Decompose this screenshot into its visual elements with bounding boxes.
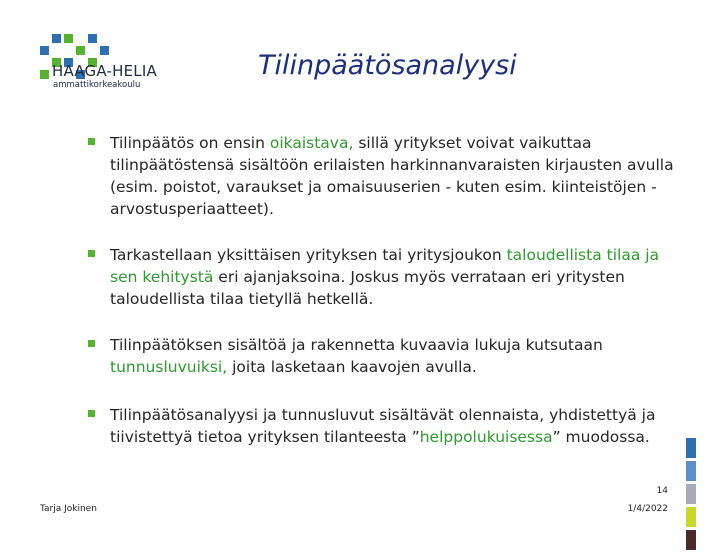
bullet-text: [110, 404, 678, 448]
bullet-text-part: sillä yritykset voivat vaikuttaa tilinpäätöstensä sisältöön erilaisten harkinnanvaraisten kirjausten avulla (esim. poistot, varaukset ja omaisuuserien - kuten esim. kiinteistöjen - arvostusperiaatteet).: [110, 134, 674, 218]
logo-square: [40, 46, 49, 55]
logo-square: [88, 34, 97, 43]
logo-square: [100, 46, 109, 55]
bullet-text-part: Tilinpäätös on ensin: [110, 134, 270, 152]
bullet-text-part: Tilinpäätöksen sisältöä ja rakennetta kuvaavia lukuja kutsutaan: [110, 336, 603, 354]
slide-title: Tilinpäätösanalyysi: [258, 50, 517, 81]
bullet-marker-icon: [88, 250, 95, 257]
color-block: [686, 438, 696, 458]
bullet-marker-icon: [88, 340, 95, 347]
bullet-text-part: ” muodossa.: [552, 428, 650, 446]
logo-square: [52, 34, 61, 43]
bullet-item: [88, 244, 678, 310]
logo-square: [40, 70, 49, 79]
bullet-text-part: joita lasketaan kaavojen avulla.: [227, 358, 477, 376]
logo-square: [64, 34, 73, 43]
bullet-marker-icon: [88, 410, 95, 417]
bullet-text-highlight: helppolukuisessa: [419, 428, 553, 446]
color-block: [686, 507, 696, 527]
bullet-text-highlight: tunnusluvuiksi,: [110, 358, 228, 376]
bullet-item: [88, 404, 678, 448]
bullet-text-part: Tilinpäätösanalyysi ja tunnusluvut sisältävät olennaista, yhdistettyä ja tiivistettyä tietoa yrityksen tilanteesta ”: [110, 406, 656, 446]
logo-name: HAAGA-HELIA: [52, 62, 157, 80]
bullet-text-highlight: oikaistava,: [269, 134, 354, 152]
color-block: [686, 530, 696, 550]
bullet-item: [88, 334, 678, 378]
bullet-text-part: eri ajanjaksoina. Joskus myös verrataan eri yritysten taloudellista tilaa tietyllä hetkellä.: [110, 268, 625, 308]
side-color-bar: [686, 438, 696, 553]
page-number: 14: [656, 486, 668, 496]
bullet-text: [110, 334, 678, 378]
bullet-text-part: Tarkastellaan yksittäisen yrityksen tai yritysjoukon: [110, 246, 507, 264]
bullet-item: [88, 132, 678, 220]
bullet-marker-icon: [88, 138, 95, 145]
bullet-text-highlight: taloudellista tilaa ja sen kehitystä: [110, 246, 660, 286]
bullet-text: [110, 132, 678, 220]
color-block: [686, 484, 696, 504]
footer-author: Tarja Jokinen: [40, 504, 97, 514]
color-block: [686, 461, 696, 481]
logo-square: [76, 46, 85, 55]
logo-subtitle: ammattikorkeakoulu: [53, 80, 141, 90]
footer-date: 1/4/2022: [627, 504, 668, 514]
bullet-text: [110, 244, 678, 310]
